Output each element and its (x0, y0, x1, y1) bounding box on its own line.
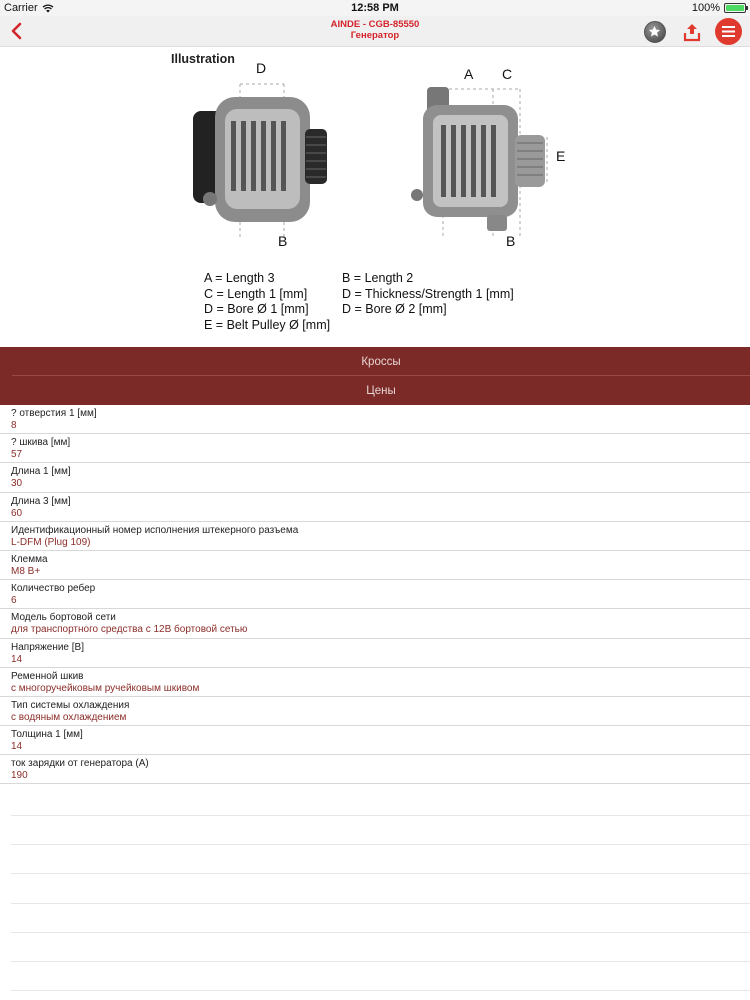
nav-bar (0, 16, 750, 47)
property-value: 30 (11, 478, 23, 490)
property-label: Напряжение [В] (11, 641, 84, 653)
property-label: Клемма (11, 553, 48, 565)
property-value: 60 (11, 507, 23, 519)
dimension-label-a: A (464, 66, 474, 82)
property-row (0, 405, 750, 434)
empty-row-separator (11, 990, 750, 991)
property-row (0, 755, 750, 784)
property-label: Длина 1 [мм] (11, 466, 71, 478)
property-label: Длина 3 [мм] (11, 495, 71, 507)
nav-title: AINDE - CGB-85550 (330, 19, 420, 30)
legend-item: D = Bore Ø 1 [mm] (204, 302, 309, 316)
nav-title-block (0, 19, 750, 41)
empty-row-separator (11, 873, 750, 874)
property-row (0, 668, 750, 697)
favorite-button[interactable] (641, 18, 668, 45)
property-value: M8 B+ (11, 565, 41, 577)
property-value: 190 (11, 770, 28, 782)
carrier-label: Carrier (4, 2, 38, 14)
property-row (0, 463, 750, 492)
property-value: 14 (11, 741, 23, 753)
hamburger-icon (715, 18, 742, 45)
menu-button[interactable] (715, 18, 742, 45)
empty-row-separator (11, 815, 750, 816)
crosses-section-button[interactable] (0, 347, 750, 376)
legend-item: A = Length 3 (204, 271, 275, 285)
property-value: L-DFM (Plug 109) (11, 536, 91, 548)
property-value: 8 (11, 420, 17, 431)
status-right (692, 2, 746, 14)
dimension-label-e: E (556, 148, 566, 164)
legend-item: B = Length 2 (342, 271, 414, 285)
illustration-section (0, 47, 750, 347)
nav-subtitle: Генератор (350, 30, 400, 41)
status-bar (0, 0, 750, 16)
legend-item: D = Thickness/Strength 1 [mm] (342, 286, 514, 301)
property-row (0, 580, 750, 609)
legend-item: E = Belt Pulley Ø [mm] (204, 317, 331, 332)
property-label: ? отверстия 1 [мм] (11, 408, 97, 419)
property-label: Идентификационный номер исполнения штекерного разъема (11, 524, 299, 536)
dimension-label-b-left: B (278, 233, 288, 249)
legend-item: C = Length 1 [mm] (204, 286, 308, 301)
empty-row-separator (11, 844, 750, 845)
share-button[interactable] (678, 18, 705, 45)
property-value: с многоручейковым ручейковым шкивом (11, 682, 200, 694)
alternator-front-illustration (185, 59, 345, 259)
legend-item: D = Bore Ø 2 [mm] (342, 302, 447, 316)
crosses-label: Кроссы (361, 355, 401, 368)
nav-actions (641, 18, 742, 45)
prices-label: Цены (366, 384, 396, 397)
property-label: Количество ребер (11, 583, 96, 595)
battery-percent: 100% (691, 2, 720, 14)
property-label: Модель бортовой сети (11, 612, 116, 624)
star-icon (644, 21, 666, 43)
property-row (0, 434, 750, 463)
property-value: 6 (11, 595, 17, 607)
empty-row-separator (11, 903, 750, 904)
property-label: Толщина 1 [мм] (11, 729, 83, 741)
property-value: для транспортного средства с 12В бортовой сетью (11, 624, 248, 636)
property-row (0, 639, 750, 668)
prices-section-button[interactable] (0, 376, 750, 405)
property-label: Тип системы охлаждения (11, 699, 130, 711)
property-value: 14 (11, 653, 23, 665)
property-row (0, 551, 750, 580)
alternator-side-illustration (405, 67, 575, 257)
dimension-label-c: C (502, 66, 513, 82)
illustration-heading: Illustration (171, 52, 235, 66)
status-time: 12:58 PM (351, 2, 399, 14)
properties-list (0, 405, 750, 784)
property-value: с водяным охлаждением (11, 711, 127, 723)
legend-left (204, 271, 330, 333)
empty-row-separator (11, 932, 750, 933)
battery-icon (724, 3, 746, 13)
property-label: ток зарядки от генератора (А) (11, 758, 149, 770)
property-row (0, 493, 750, 522)
dimension-label-b-right: B (506, 233, 516, 249)
dimension-label-d-left: D (256, 60, 267, 76)
property-label: Ременной шкив (11, 670, 84, 682)
property-row (0, 609, 750, 638)
property-row (0, 522, 750, 551)
legend-right (342, 271, 514, 318)
empty-row-separator (11, 961, 750, 962)
share-upload-icon (682, 22, 702, 42)
property-row (0, 726, 750, 755)
property-label: ? шкива [мм] (11, 437, 71, 449)
battery-fill (726, 5, 744, 11)
property-row (0, 697, 750, 726)
property-value: 57 (11, 449, 23, 461)
